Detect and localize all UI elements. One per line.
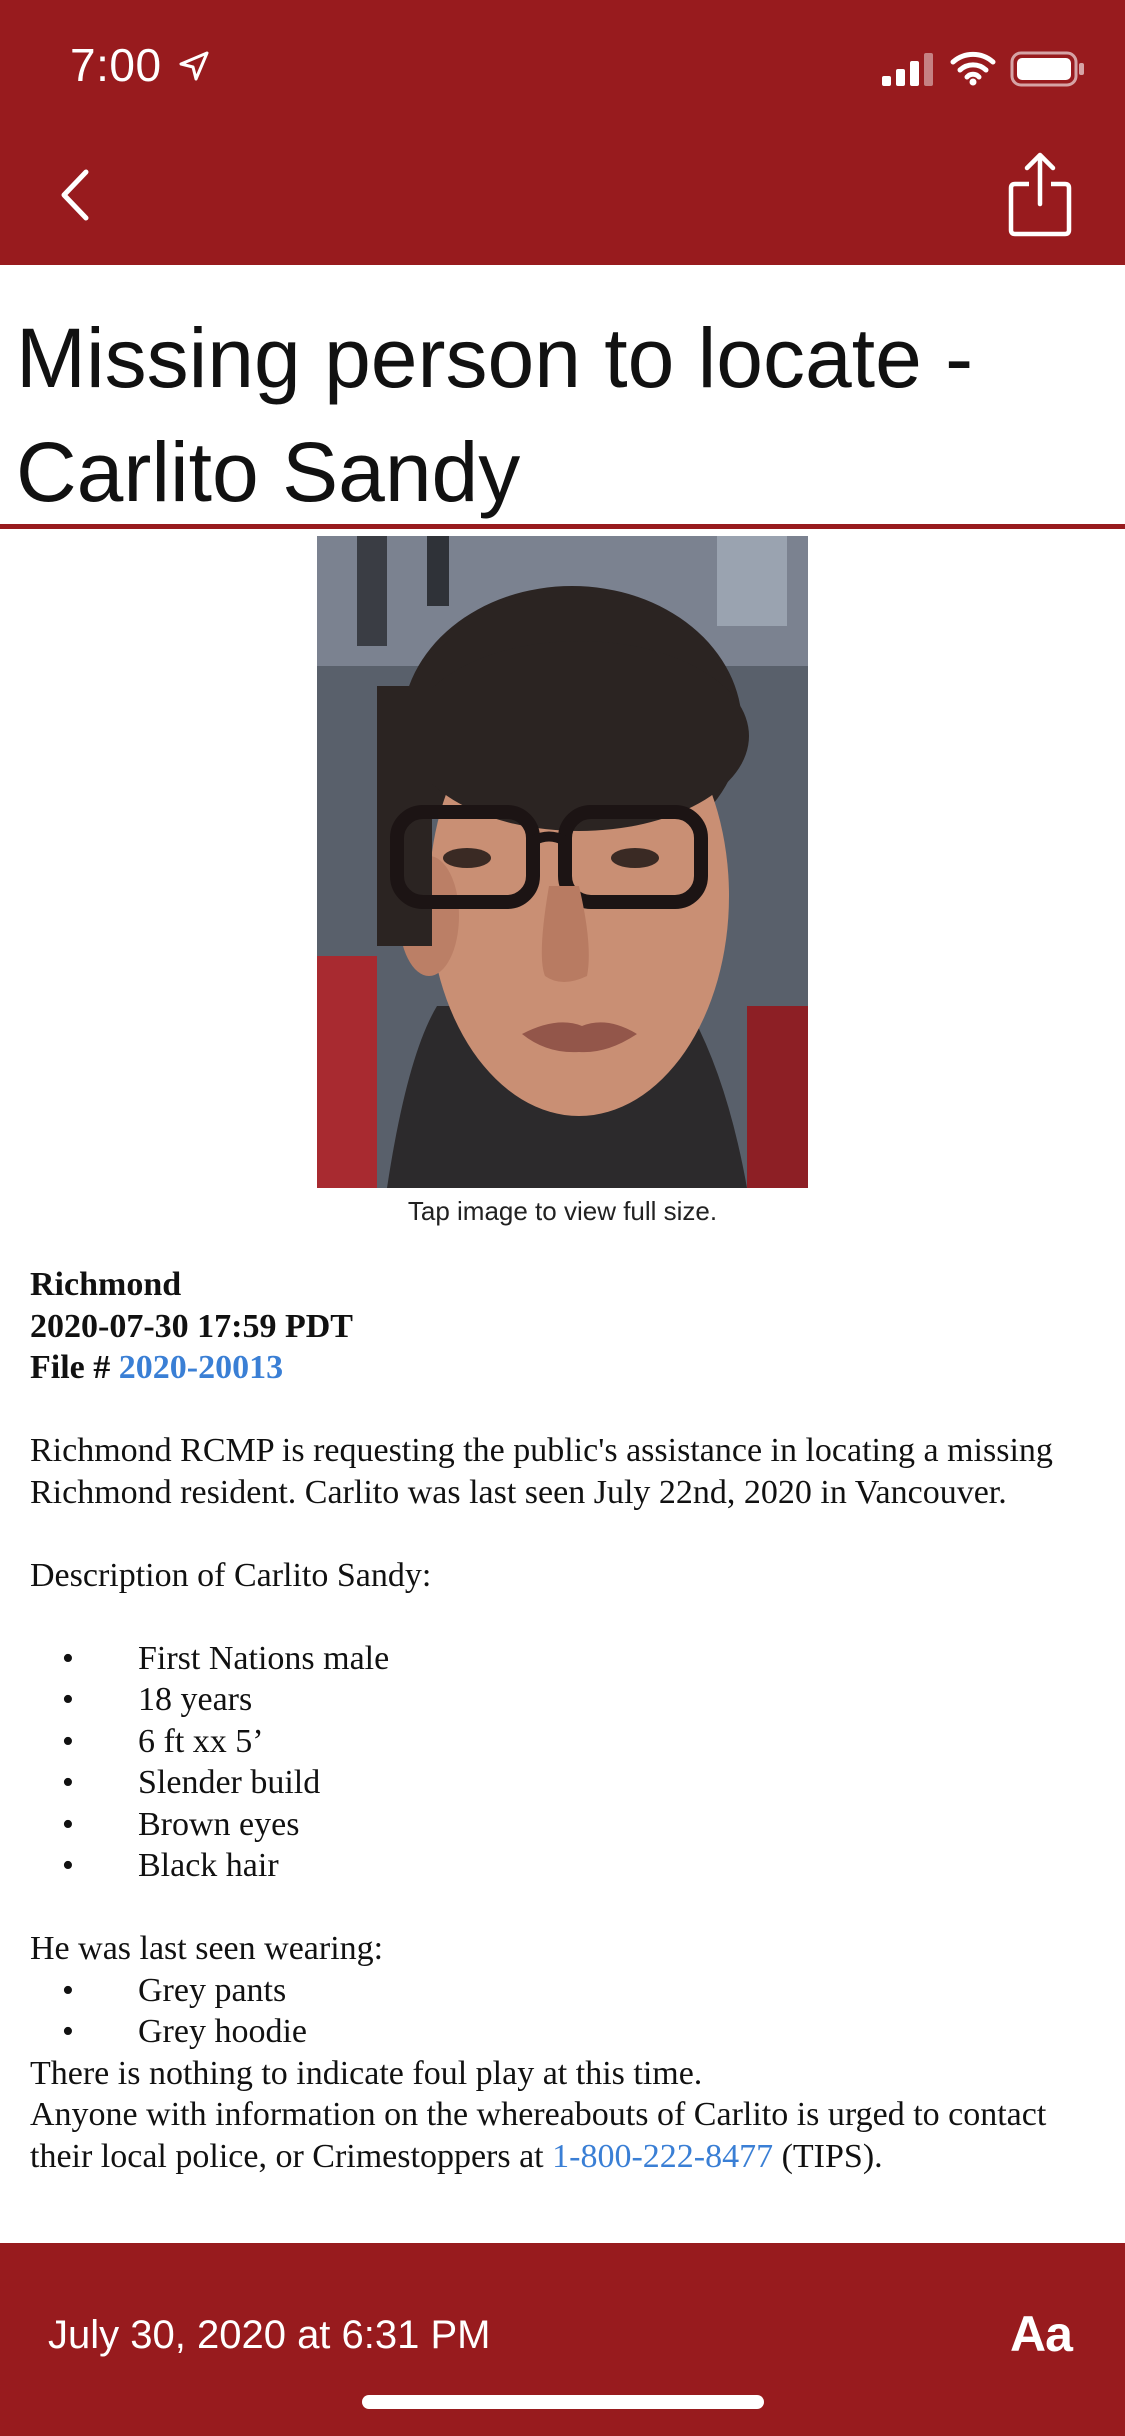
retrieved-date: July 30, 2020 at 6:31 PM [48, 2313, 491, 2357]
share-button[interactable] [1005, 150, 1075, 240]
top-navigation-bar [0, 0, 1125, 265]
description-heading: Description of Carlito Sandy: [30, 1556, 432, 1594]
list-item: • Grey pants [30, 1970, 1100, 2012]
phone-suffix: (TIPS). [781, 2137, 883, 2175]
description-list [30, 1638, 1100, 1887]
status-time: 7:00 [70, 39, 162, 91]
list-item: • 18 years [30, 1679, 1100, 1721]
list-item: • Black hair [30, 1845, 1100, 1887]
title-divider [0, 524, 1125, 529]
article-body [30, 1264, 1100, 2177]
list-item: • 6 ft xx 5’ [30, 1721, 1100, 1763]
intro-paragraph: Richmond RCMP is requesting the public's assistance in locating a missing Richmond resident. Carlito was last seen July 22nd, 2020 in Vancouver. [30, 1432, 1053, 1511]
file-number-label: File # [30, 1349, 111, 1386]
text-size-button[interactable]: Aa [1010, 2306, 1072, 2362]
location-arrow-icon [178, 50, 210, 82]
chevron-left-icon [60, 169, 90, 221]
clothing-list [30, 1970, 1100, 2053]
location-label: Richmond [30, 1266, 182, 1303]
image-caption: Tap image to view full size. [407, 1196, 718, 1226]
bottom-toolbar [0, 2243, 1125, 2436]
share-icon [1011, 155, 1069, 234]
foul-play-note: There is nothing to indicate foul play at this time. [30, 2054, 703, 2092]
crimestoppers-phone-link[interactable]: 1-800-222-8477 [552, 2137, 774, 2175]
cellular-signal-icon [880, 52, 936, 86]
contact-text: Anyone with information on the whereabouts of Carlito is urged to contact their local police, or Crimestoppers at [30, 2096, 1047, 2175]
battery-icon [1010, 51, 1086, 87]
wearing-heading: He was last seen wearing: [30, 1930, 384, 1967]
wifi-icon [950, 50, 996, 86]
home-indicator [362, 2395, 764, 2409]
list-item: • Grey hoodie [30, 2011, 1100, 2053]
file-number-link[interactable]: 2020-20013 [118, 1349, 284, 1386]
list-item: • Slender build [30, 1762, 1100, 1804]
contact-paragraph [30, 2094, 1100, 2177]
person-portrait-image [317, 536, 808, 1188]
missing-person-photo[interactable] [317, 536, 808, 1188]
list-item: • Brown eyes [30, 1804, 1100, 1846]
page-title: Missing person to locate - Carlito Sandy [16, 311, 974, 519]
list-item: • First Nations male [30, 1638, 1100, 1680]
file-number-row [30, 1347, 1100, 1389]
back-button[interactable] [50, 160, 100, 230]
publish-datetime: 2020-07-30 17:59 PDT [30, 1307, 353, 1345]
title-area [0, 265, 1125, 527]
